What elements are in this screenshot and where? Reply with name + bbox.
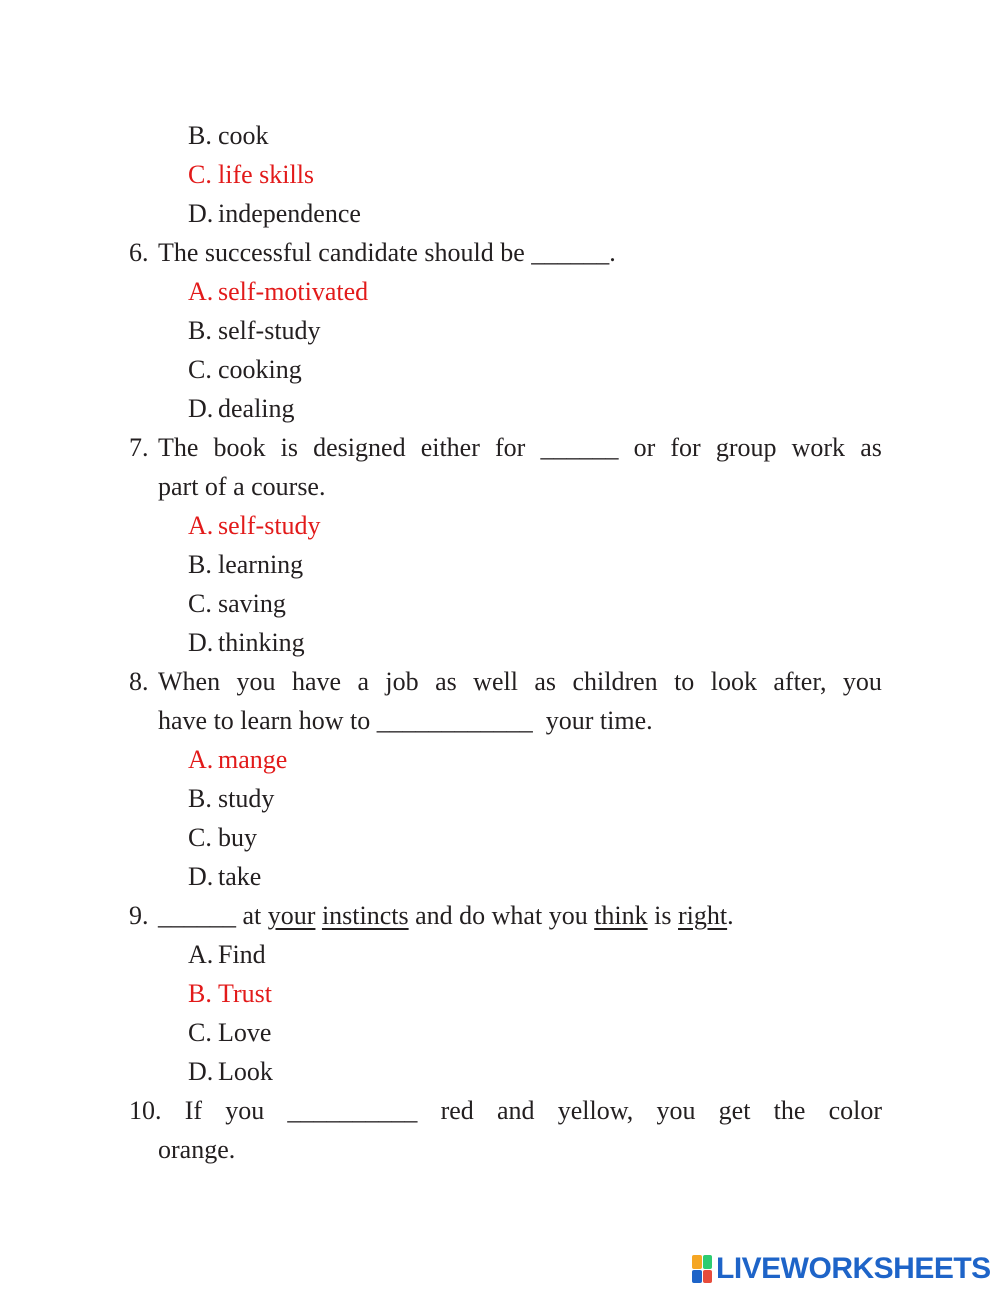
q10-stem-line1: 10. If you __________ red and yellow, you get the color <box>129 1091 882 1130</box>
q6-option-a-correct[interactable]: A. self-motivated <box>188 277 369 306</box>
liveworksheets-logo-text: LIVEWORKSHEETS <box>716 1252 991 1285</box>
q10-stem-line2: orange. <box>158 1135 236 1164</box>
q9-option-a[interactable]: A. Find <box>188 940 266 969</box>
liveworksheets-logo-icon <box>692 1255 712 1283</box>
q8-option-b[interactable]: B. study <box>188 784 275 813</box>
q8-stem-words: When you have a job as well as children to look after, you <box>158 667 882 696</box>
q8-stem-line1: 8. When you have a job as well as children to look after, you <box>129 662 882 701</box>
q7-option-d[interactable]: D. thinking <box>188 628 305 657</box>
q7-option-b[interactable]: B. learning <box>188 550 304 579</box>
q7-option-a-correct[interactable]: A. self-study <box>188 511 321 540</box>
q5-option-d[interactable]: D. independence <box>188 199 361 228</box>
q6-stem: 6. The successful candidate should be ______. <box>129 238 616 267</box>
q7-stem-words: The book is designed either for ______ or for group work as <box>158 428 882 467</box>
q8-option-d[interactable]: D. take <box>188 862 262 891</box>
q10-blank: __________ <box>287 1096 418 1125</box>
q7-blank: ______ <box>540 433 619 462</box>
q7-stem-line2: part of a course. <box>158 472 326 501</box>
q9-option-d[interactable]: D. Look <box>188 1057 273 1086</box>
q8-option-c[interactable]: C. buy <box>188 823 257 852</box>
q5-option-b[interactable]: B. cook <box>188 121 269 150</box>
q9-stem: 9. ______ at your instincts and do what you think is right. <box>129 901 734 930</box>
q6-option-b[interactable]: B. self-study <box>188 316 321 345</box>
q6-option-c[interactable]: C. cooking <box>188 355 302 384</box>
q7-option-c[interactable]: C. saving <box>188 589 286 618</box>
q6-option-d[interactable]: D. dealing <box>188 394 295 423</box>
q7-stem-line1: 7. The book is designed either for ______ or for group work as <box>129 428 882 467</box>
q8-option-a-correct[interactable]: A. mange <box>188 745 288 774</box>
q9-option-c[interactable]: C. Love <box>188 1018 272 1047</box>
q8-stem-line2: have to learn how to ____________ your time. <box>158 706 653 735</box>
q9-blank: ______ <box>158 901 236 930</box>
liveworksheets-logo <box>692 1252 991 1286</box>
q5-option-c-correct[interactable]: C. life skills <box>188 160 315 189</box>
q9-option-b-correct[interactable]: B. Trust <box>188 979 272 1008</box>
